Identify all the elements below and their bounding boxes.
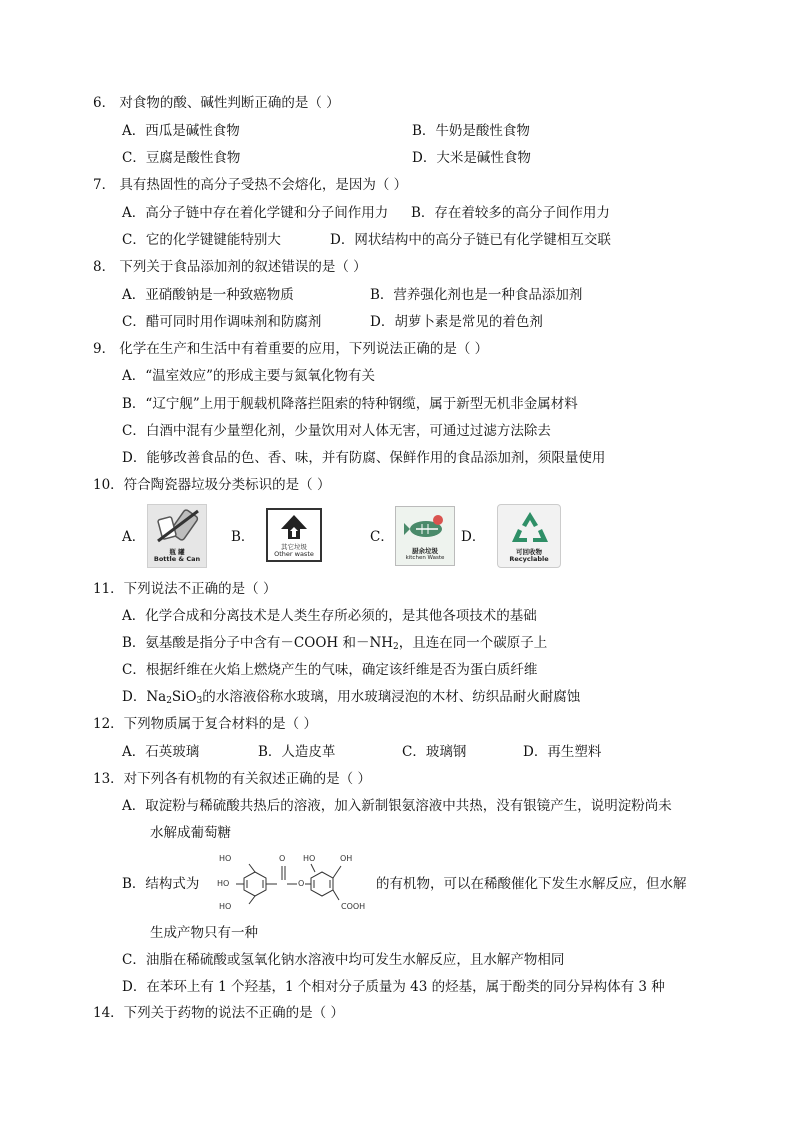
bottle-can-en-label: Bottle & Can [153,555,201,563]
q11-d-post: 的水溶液俗称水玻璃，用水玻璃浸泡的木材、纺织品耐火耐腐蚀 [202,689,581,705]
other-waste-sign [266,508,322,562]
q8-option-d: D．胡萝卜素是常见的着色剂 [370,314,543,330]
q7-option-a: A．高分子链中存在着化学键和分子间作用力 [122,205,389,221]
q12-stem: 12．下列物质属于复合材料的是（ ） [93,716,317,732]
structure-cooh: COOH [341,902,366,911]
q13-option-b-pre: B．结构式为 [122,876,200,892]
q6-option-c: C．豆腐是酸性食物 [122,150,241,166]
q11-d-sub2: 3 [196,696,203,706]
q10-option-b-label: B． [231,529,255,545]
other-waste-en-label: Other waste [274,550,314,558]
q7-option-c: C．它的化学键键能特别大 [122,232,281,248]
kitchen-waste-cn-label: 厨余垃圾 [412,547,438,555]
q7-option-d: D．网状结构中的高分子链已有化学键相互交联 [330,232,611,248]
q8-option-c: C．醋可同时用作调味剂和防腐剂 [122,314,322,330]
q6-option-b: B．牛奶是酸性食物 [412,123,530,139]
structure-ester-o: O [298,879,305,888]
q7-stem: 7． 具有热固性的高分子受热不会熔化，是因为（ ） [93,177,408,193]
q12-option-a: A．石英玻璃 [122,744,200,760]
recyclable-cn-label: 可回收物 [516,548,542,556]
bottle-can-icon [154,509,202,543]
q13-option-c: C．油脂在稀硫酸或氢氧化钠水溶液中均可发生水解反应，且水解产物相同 [122,952,565,968]
q11-option-b [122,634,547,652]
q10-stem: 10．符合陶瓷器垃圾分类标识的是（ ） [93,477,331,493]
q13-option-b-line2: 生成产物只有一种 [150,925,258,941]
q13-option-d: D．在苯环上有 1 个羟基，1 个相对分子质量为 43 的烃基，属于酚类的同分异构体有 3 种 [122,979,665,995]
q13-option-a-line2: 水解成葡萄糖 [150,825,231,841]
q9-option-c: C．白酒中混有少量塑化剂，少量饮用对人体无害，可通过过滤方法除去 [122,423,551,439]
q9-stem: 9． 化学在生产和生活中有着重要的应用，下列说法正确的是（ ） [93,341,489,357]
q13-option-a-line1: A．取淀粉与稀硫酸共热后的溶液，加入新制银氨溶液中共热，没有银镜产生，说明淀粉尚未 [122,798,672,814]
q12-option-c: C．玻璃钢 [402,744,467,760]
structure-ho-right-ring: HO [303,854,316,863]
q8-option-b: B．营养强化剂也是一种食品添加剂 [370,287,583,303]
structure-ho-bottom-left: HO [219,902,232,911]
q9-option-b: B．“辽宁舰”上用于舰载机降落拦阻索的特种钢缆，属于新型无机非金属材料 [122,396,578,412]
q10-option-a-label: A． [122,529,146,545]
structure-oh: OH [340,854,353,863]
q11-b-sub: 2 [393,642,399,652]
q13-stem: 13．对下列各有机物的有关叙述正确的是（ ） [93,771,371,787]
q10-option-d-label: D． [461,529,486,545]
kitchen-waste-sign [395,506,455,566]
fish-bone-icon [404,511,448,545]
ester-structure-formula [205,852,375,914]
q9-option-a: A．“温室效应”的形成主要与氮氧化物有关 [122,368,376,384]
q6-option-a: A．西瓜是碱性食物 [122,123,240,139]
bottle-can-sign [147,504,207,568]
q11-b-post: ，且连在同一个碳原子上 [398,635,548,651]
q14-stem: 14．下列关于药物的说法不正确的是（ ） [93,1005,344,1021]
kitchen-waste-en-label: kitchen Waste [405,555,445,561]
q12-option-b: B．人造皮革 [258,744,336,760]
q11-stem: 11．下列说法不正确的是（ ） [93,581,277,597]
q11-option-c: C．根据纤维在火焰上燃烧产生的气味，确定该纤维是否为蛋白质纤维 [122,662,538,678]
structure-ho-mid-left: HO [217,879,230,888]
q6-option-d: D．大米是碱性食物 [412,150,531,166]
q11-option-d [122,688,580,706]
q11-d-mid: SiO [171,689,197,705]
q13-option-b-post: 的有机物，可以在稀酸催化下发生水解反应，但水解 [376,876,687,892]
recyclable-sign [497,504,561,568]
q11-option-a: A．化学合成和分离技术是人类生存所必须的，是其他各项技术的基础 [122,608,537,624]
q9-option-d: D．能够改善食品的色、香、味，并有防腐、保鲜作用的食品添加剂，须限量使用 [122,450,606,466]
other-waste-icon [277,513,311,545]
recyclable-en-label: Recyclable [509,555,549,563]
q8-option-a: A．亚硝酸钠是一种致癌物质 [122,287,294,303]
recycle-icon [508,509,552,549]
structure-carbonyl-o: O [279,854,286,863]
other-waste-cn-label: 其它垃圾 [281,543,307,551]
q11-b-pre: B．氨基酸是指分子中含有－COOH 和－NH [122,635,394,651]
q11-d-sub1: 2 [166,696,172,706]
q6-stem: 6． 对食物的酸、碱性判断正确的是（ ） [93,95,340,111]
q8-stem: 8． 下列关于食品添加剂的叙述错误的是（ ） [93,259,367,275]
structure-ho-top-left: HO [219,854,232,863]
q11-d-pre: D．Na [122,689,167,705]
q12-option-d: D．再生塑料 [523,744,602,760]
bottle-can-cn-label: 瓶 罐 [169,548,185,556]
q7-option-b: B．存在着较多的高分子间作用力 [411,205,610,221]
q10-option-c-label: C． [370,529,394,545]
